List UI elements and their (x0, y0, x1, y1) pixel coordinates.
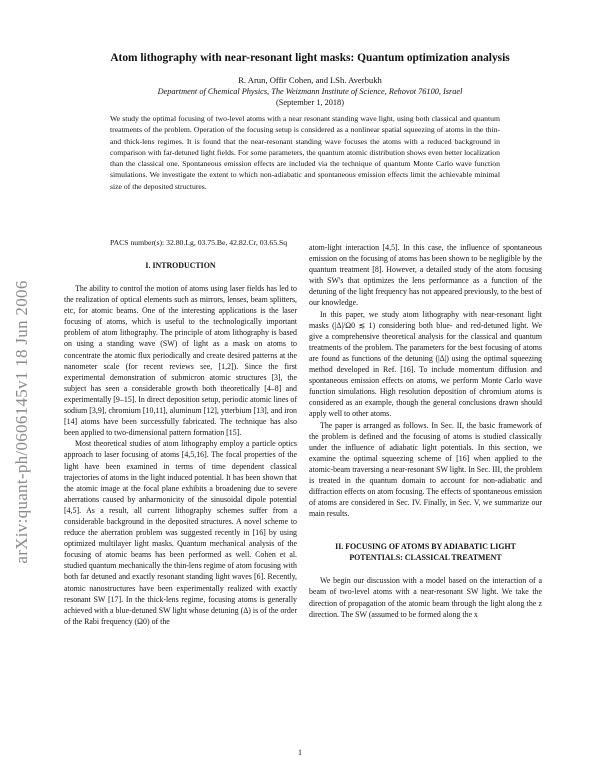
paper-title: Atom lithography with near-resonant light masks: Quantum optimization analysis (110, 52, 510, 64)
abstract: We study the optimal focusing of two-level atoms with a near resonant standing wave light, using both classical and quantum treatments of the problem. Operation of the focusing setup is considered as a nonlinear spatial squeezing of atoms in the thin- and thick-lens regimes. It is found that the near-resonant standing wave focuses the atoms with a reduced background in comparison with far-detuned light fields. For some parameters, the quantum atomic distribution shows even better localization than the classical one. Spontaneous emission effects are included via the technique of quantum Monte Carlo wave function simulations. We investigate the extent to which non-adiabatic and spontaneous emission effects limit the achievable minimal size of the deposited structures. (110, 114, 500, 191)
section-heading-focusing: II. FOCUSING OF ATOMS BY ADIABATIC LIGHT POTENTIALS: CLASSICAL TREATMENT (335, 542, 516, 563)
affiliation: Department of Chemical Physics, The Weizmann Institute of Science, Rehovot 76100, Israel (157, 87, 463, 96)
paragraph: atom-light interaction [4,5]. In this case, the influence of spontaneous emission on the focusing of atoms has been shown to be negligible by the quantum treatment [8]. However, a detailed study of the atom focusing with SW's that optimizes the lens performance as a function of the detuning of the light frequency has not appeared previously, to the best of our knowledge. (309, 243, 542, 308)
right-column (309, 242, 542, 620)
section-gap (309, 519, 542, 541)
date: (September 1, 2018) (276, 98, 344, 107)
arxiv-sidebar-stamp (6, 232, 38, 612)
left-column (64, 260, 297, 627)
paragraph: Most theoretical studies of atom lithography employ a particle optics approach to laser focusing of atoms [4,5,16]. The focal properties of the light have been examined in terms of time dependent classical trajectories of atoms in the light induced potential. It has been shown that the atomic image at the focal plane exhibits a broadening due to severe aberrations caused by anharmonicity of the sinusoidal dipole potential [4,5]. As a result, all current lithography schemes suffer from a considerable background in the deposited structures. A novel scheme to reduce the aberration problem was suggested recently in [16] by using optimized multilayer light masks. Quantum mechanical analysis of the focusing of atomic beams has been performed as well. Cohen et al. studied quantum mechanically the thin-lens regime of atom focusing with both far detuned and exactly resonant standing light waves [6]. Recently, atomic nanostructures have been experimentally realized with exactly resonant SW [17]. In the thick-lens regime, focusing atoms is generally achieved with a blue-detuned SW light whose detuning (Δ) is of the order of the Rabi frequency (Ω0) of the (64, 439, 297, 626)
paragraph: In this paper, we study atom lithography with near-resonant light masks (|Δ|/Ω0 ≲ 1) considering both blue- and red-detuned light. We give a comprehensive theoretical analysis for the classical and quantum treatments of the problem. The parameters for the best focusing of atoms are found as functions of the detuning (|Δ|) using the optimal squeezing method developed in Ref. [16]. To include momentum diffusion and spontaneous emission effects on atoms, we perform Monte Carlo wave function simulations. High resolution deposition of chromium atoms is considered as an example, though the general conclusions drawn should apply well to other atoms. (309, 309, 542, 419)
section-heading-introduction: I. INTRODUCTION (145, 261, 216, 270)
paragraph: The ability to control the motion of atoms using laser fields has led to the realization of optical elements such as mirrors, lenses, beam splitters, etc, for atomic beams. One of the interesting applications is the laser focusing of atoms, which is useful to the technologically important problem of atom lithography. The principle of atom lithography is based on using a standing wave (SW) of light as a mask on atoms to concentrate the atomic flux periodically and create desired patterns at the nanometer scale (for recent reviews see, [1,2]). Since the first experimental demonstration of submicron atomic structures [3], the subject has seen a considerable growth both theoretically [4–8] and experimentally [9–15]. In direct deposition setup, periodic atomic lines of sodium [3,9], chromium [10,11], aluminum [12], ytterbium [13], and iron [14] atoms have been successfully fabricated. The technique has also been applied to two-dimensional pattern formation [15]. (64, 284, 297, 438)
paragraph: The paper is arranged as follows. In Sec. II, the basic framework of the problem is defined and the focusing of atoms is studied classically under the influence of adiabatic light potentials. In this section, we examine the optimal squeezing scheme of [16] when applied to the atomic-beam traversing a near-resonant SW light. In Sec. III, the problem is treated in the quantum domain to account for non-adiabatic and diffraction effects on atom focusing. The effects of spontaneous emission of atoms are considered in Sec. IV. Finally, in Sec. V, we summarize our main results. (309, 420, 542, 519)
page-number: 1 (298, 748, 302, 757)
arxiv-id: arXiv:quant-ph/0606145v1 18 Jun 2006 (12, 280, 31, 564)
pacs-numbers: PACS number(s): 32.80.Lg, 03.75.Be, 42.82.Cr, 03.65.Sq (110, 238, 288, 247)
paragraph: We begin our discussion with a model based on the interaction of a beam of two-level atoms with a near-resonant SW light. We take the direction of propagation of the atomic beam through the light along the z direction. The SW (assumed to be formed along the x (309, 576, 542, 619)
authors: R. Arun, Offir Cohen, and I.Sh. Averbukh (238, 75, 382, 85)
